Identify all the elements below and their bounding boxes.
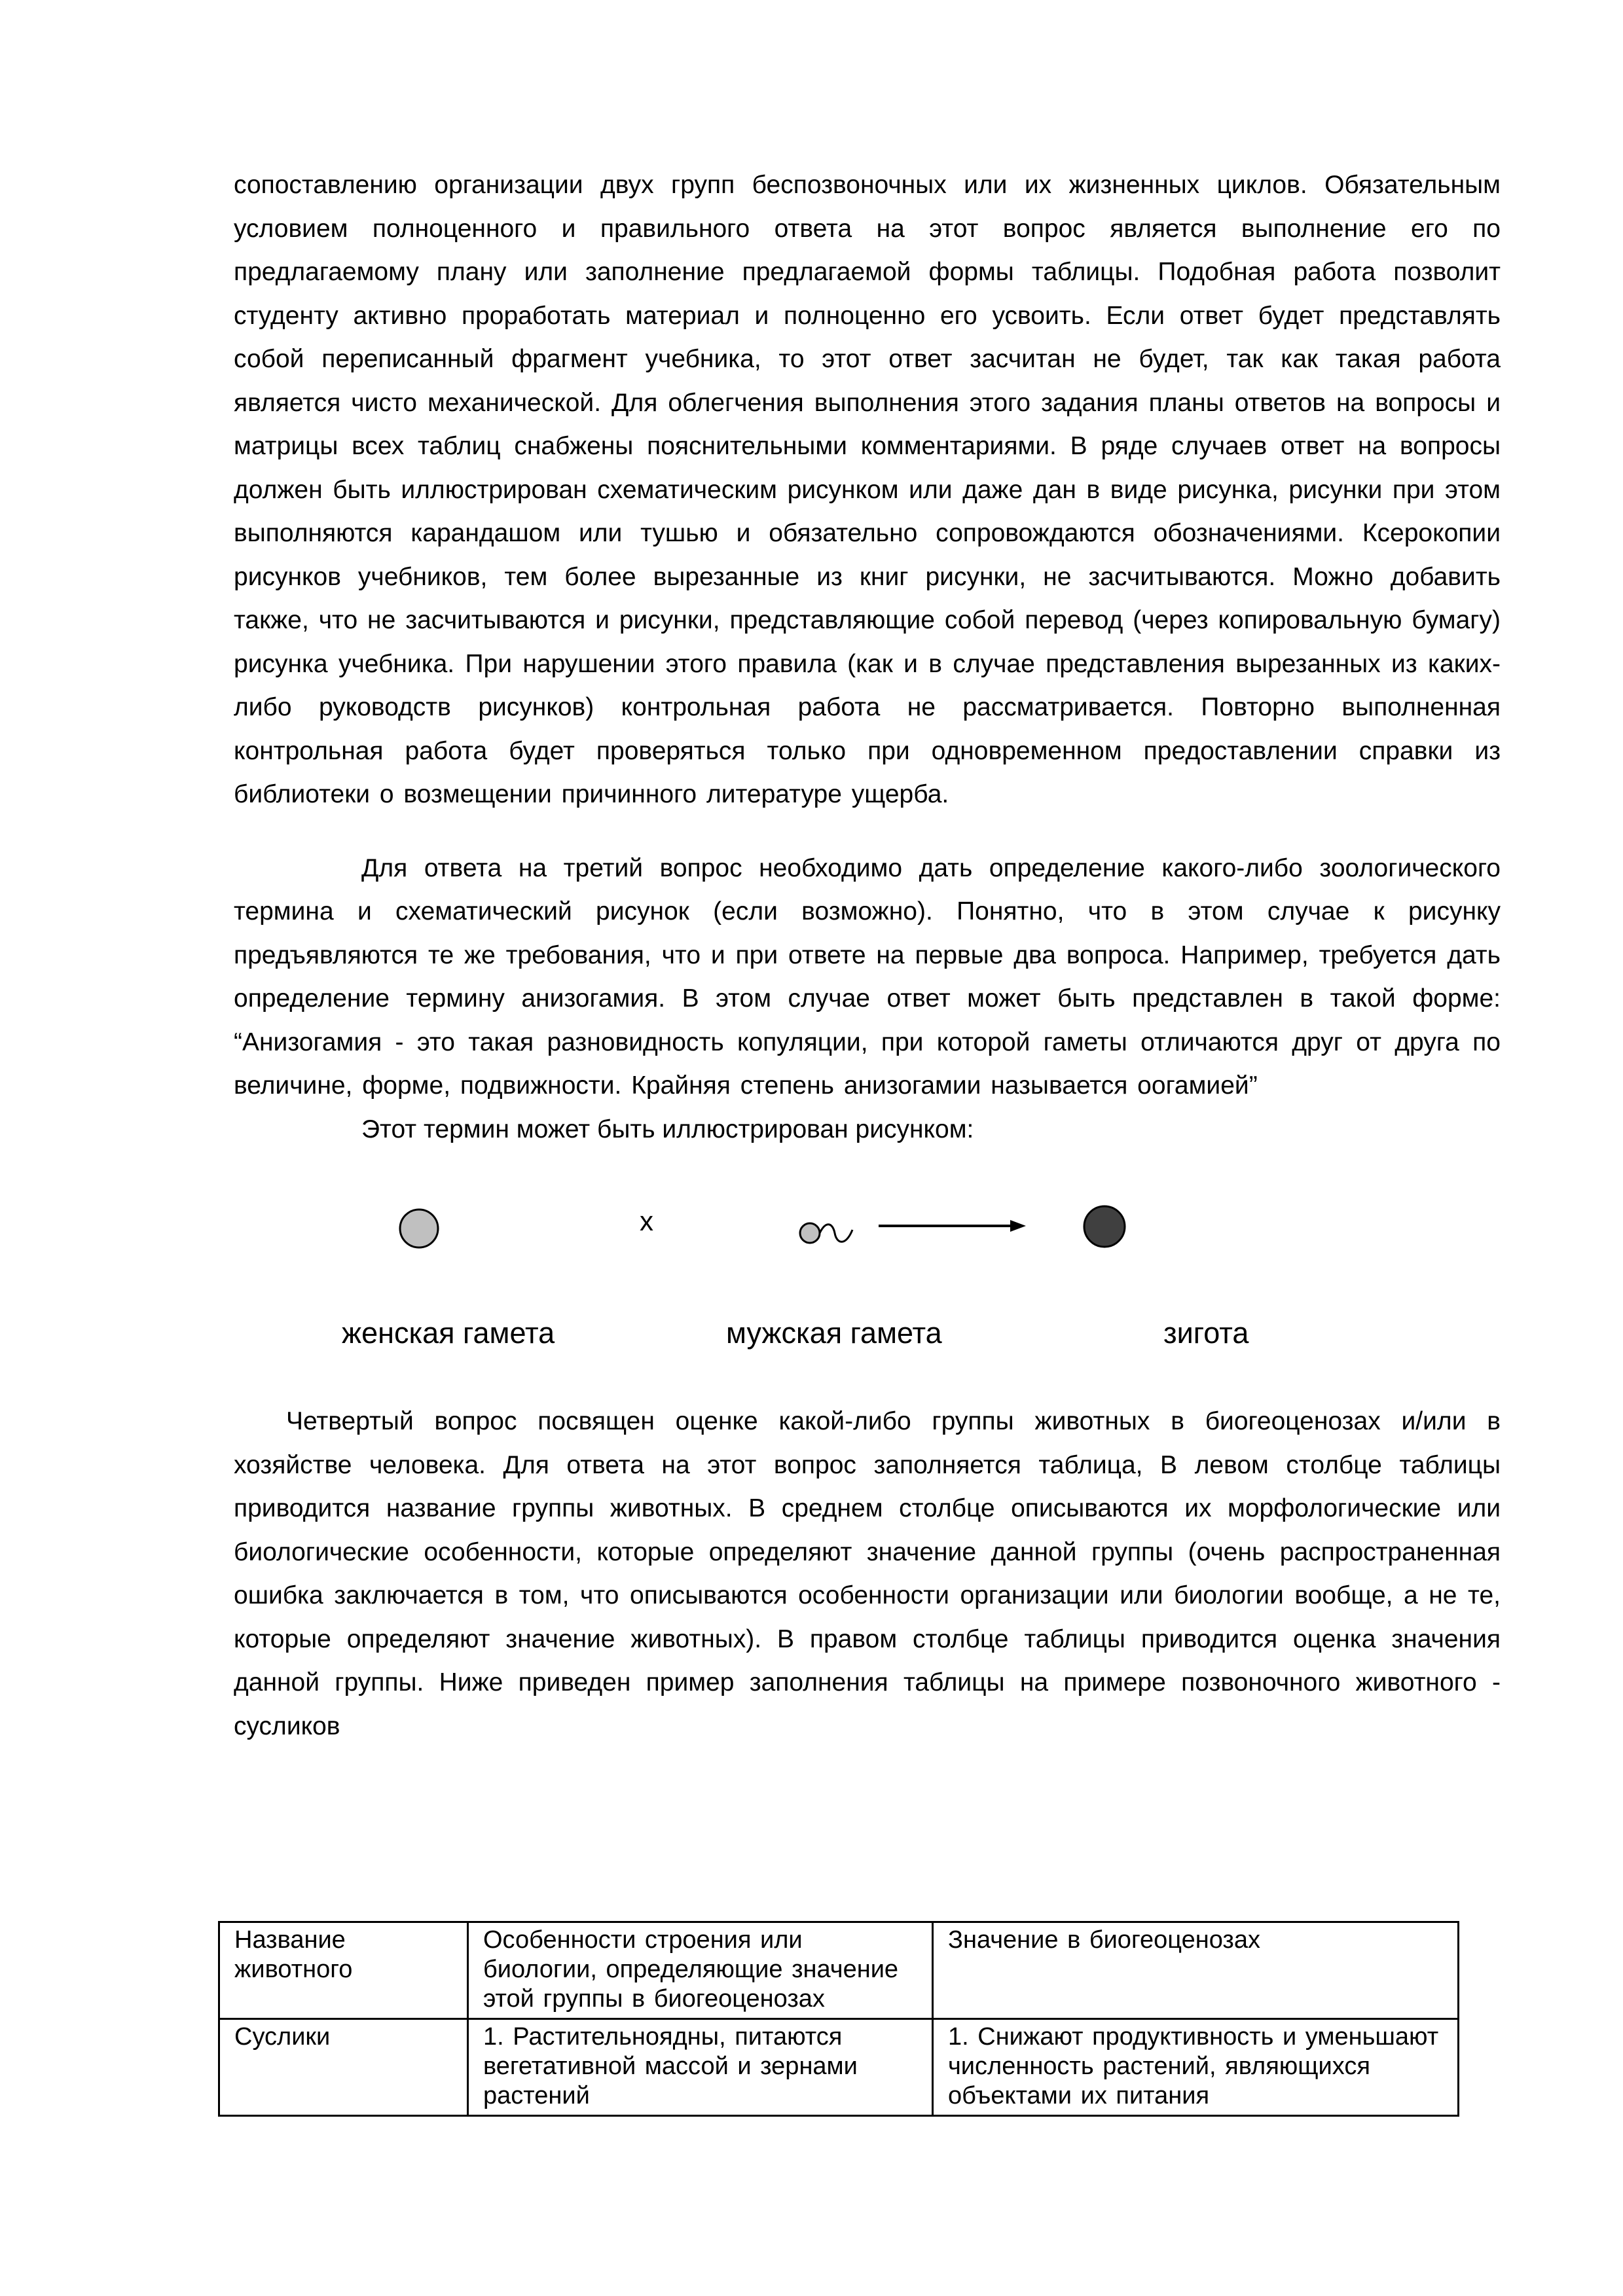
table-header-cell: Особенности строения или биологии, определяющие значение этой группы в биогеоценозах bbox=[468, 1922, 933, 2019]
paragraph-third-question: Для ответа на третий вопрос необходимо дать определение какого-либо зоологического термина и схематический рисунок (если возможно). Понятно, что в этом случае к рисунку предъявляются те же требования, что и при ответе на первые два вопроса. Например, требуется дать определение термину анизогамия. В этом случае ответ может быть представлен в такой форме: “Анизогамия - это такая разновидность копуляции, при которой гаметы отличаются друг от друга по величине, форме, подвижности. Крайняя степень анизогамии называется оогамией” bbox=[234, 853, 1501, 1100]
times-sign: x bbox=[640, 1206, 653, 1236]
page-content bbox=[234, 164, 1501, 1748]
zygote-shape bbox=[1084, 1206, 1125, 1247]
table-header-row bbox=[219, 1922, 1459, 2019]
evaluation-table bbox=[218, 1921, 1459, 2117]
diagram-intro: Этот термин может быть иллюстрирован рисунком: bbox=[361, 1115, 974, 1143]
zygote-label: зигота bbox=[1163, 1316, 1249, 1350]
arrow-icon bbox=[879, 1220, 1026, 1232]
table-cell: 1. Снижают продуктивность и уменьшают численность растений, являющихся объектами их питания bbox=[933, 2019, 1459, 2116]
anisogamy-diagram bbox=[234, 1151, 1501, 1400]
diagram-graphics bbox=[234, 1151, 1501, 1400]
female-gamete-label: женская гамета bbox=[342, 1316, 555, 1350]
table-cell: 1. Растительноядны, питаются вегетативной массой и зернами растений bbox=[468, 2019, 933, 2116]
table-header-cell: Название животного bbox=[219, 1922, 468, 2019]
table-header-cell: Значение в биогеоценозах bbox=[933, 1922, 1459, 2019]
male-gamete-shape bbox=[800, 1223, 852, 1243]
paragraph-fourth-question: Четвертый вопрос посвящен оценке какой-либо группы животных в биогеоценозах и/или в хозяйстве человека. Для ответа на этот вопрос заполняется таблица, В левом столбце таблицы приводится название группы животных. В среднем столбце описываются их морфологические или биологические особенности, которые определяют значение данной группы (очень распространенная ошибка заключается в том, что описываются особенности организации или биологии вообще, а не те, которые определяют значение животных). В правом столбце таблицы приводится оценка значения данной группы. Ниже приведен пример заполнения таблицы на примере позвоночного животного - сусликов bbox=[234, 1407, 1501, 1740]
paragraph-requirements: сопоставлению организации двух групп беспозвоночных или их жизненных циклов. Обязательным условием полноценного и правильного ответа на этот вопрос является выполнение его по предлагаемому плану или заполнение предлагаемой формы таблицы. Подобная работа позволит студенту активно проработать материал и полноценно его усвоить. Если ответ будет представлять собой переписанный фрагмент учебника, то этот ответ засчитан не будет, так как такая работа является чисто механической. Для облегчения выполнения этого задания планы ответов на вопросы и матрицы всех таблиц снабжены пояснительными комментариями. В ряде случаев ответ на вопросы должен быть иллюстрирован схематическим рисунком или даже дан в виде рисунка, рисунки при этом выполняются карандашом или тушью и обязательно сопровождаются обозначениями. Ксерокопии рисунков учебников, тем более вырезанные из книг рисунки, не засчитываются. Можно добавить также, что не засчитываются и рисунки, представляющие собой перевод (через копировальную бумагу) рисунка учебника. При нарушении этого правила (как и в случае представления вырезанных из каких-либо руководств рисунков) контрольная работа не рассматривается. Повторно выполненная контрольная работа будет проверяться только при одновременном предоставлении справки из библиотеки о возмещении причинного литературе ущерба. bbox=[234, 171, 1501, 808]
table-row bbox=[219, 2019, 1459, 2116]
male-gamete-label: мужская гамета bbox=[726, 1316, 942, 1350]
female-gamete-shape bbox=[400, 1210, 438, 1247]
table-cell: Суслики bbox=[219, 2019, 468, 2116]
